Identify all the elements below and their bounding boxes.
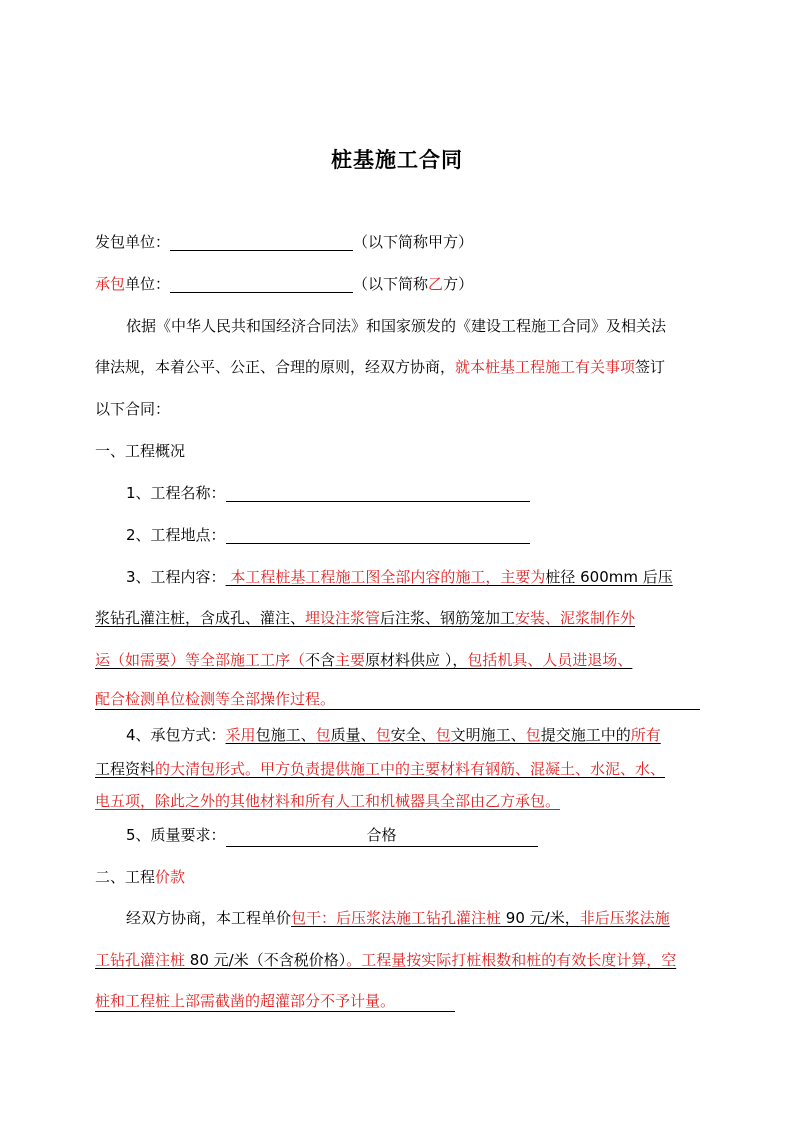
party-b-suffix-start: （以下简称 — [353, 275, 429, 293]
section2-heading-highlight: 价款 — [155, 868, 186, 886]
price-line-1 — [126, 907, 670, 929]
price-highlight: 包干：后压浆法施工钻孔灌注桩 — [291, 909, 502, 927]
item4-highlight: 包 — [525, 726, 541, 744]
item3-line-4 — [95, 688, 700, 710]
project-location-blank[interactable] — [226, 527, 530, 544]
item3-text: 不含 — [305, 651, 336, 669]
price-highlight: 非后压浆法施 — [579, 909, 670, 927]
item5-label: 5、质量要求： — [126, 826, 226, 844]
item3-text: 原材料供应 ）， — [365, 651, 468, 669]
party-a-blank[interactable] — [170, 234, 353, 251]
item1-label: 1、工程名称： — [126, 484, 226, 502]
item2-line — [126, 524, 530, 546]
intro-line-3: 以下合同： — [95, 400, 171, 418]
item4-highlight: 采用 — [225, 726, 256, 744]
item4-text: 工程资料 — [95, 760, 156, 778]
item4-highlight: 的大清包形式。甲方负责提供施工中的主要材料有钢筋、混凝土、水泥、水、 — [155, 760, 666, 778]
party-b-suffix-end: 方） — [443, 275, 474, 293]
price-highlight: 桩和工程桩上部需截凿的超灌部分不予计量。 — [95, 992, 396, 1010]
party-b-blank[interactable] — [170, 276, 353, 293]
item3-line-1 — [126, 566, 673, 588]
item4-text: 质量、 — [330, 726, 376, 744]
item3-text: 浆钻孔灌注桩，含成孔、灌注、 — [95, 609, 306, 627]
item3-text: 桩径 600mm 后压 — [545, 568, 673, 586]
item4-content — [95, 760, 665, 778]
section1-heading: 一、工程概况 — [95, 442, 186, 460]
item4-highlight: 所有 — [630, 726, 661, 744]
item3-text: 后注浆、钢筋笼加工 — [380, 609, 516, 627]
item3-highlight: 配合检测单位检测等全部操作过程。 — [95, 690, 336, 708]
project-name-blank[interactable] — [226, 485, 530, 502]
party-a-line — [95, 231, 473, 253]
party-b-suffix-highlight: 乙 — [428, 275, 444, 293]
item4-line-1 — [126, 724, 661, 746]
party-b-line — [95, 273, 473, 295]
item5-line — [126, 824, 538, 847]
item4-highlight: 包 — [375, 726, 391, 744]
item3-highlight: 包括机具、人员进退场、 — [467, 651, 633, 669]
item3-label: 3、工程内容： — [126, 568, 226, 586]
price-highlight: 工钻孔灌注桩 — [95, 951, 186, 969]
price-text: 90 元/米， — [501, 909, 580, 927]
item4-highlight: 电五项，除此之外的其他材料和所有人工和机械器具全部由乙方承包。 — [95, 792, 561, 810]
section2-heading-text: 二、工程 — [95, 868, 156, 886]
party-a-suffix: （以下简称甲方） — [353, 233, 474, 251]
intro-text: 签订 — [635, 358, 666, 376]
item3-content-end — [95, 689, 700, 710]
intro-text: 律法规，本着公平、公正、合理的原则，经双方协商， — [95, 358, 456, 376]
item3-highlight: 本工程桩基工程施工图全部内容的施工，主要为 — [230, 568, 546, 586]
item4-text: 安全、 — [390, 726, 436, 744]
item3-content — [226, 568, 673, 586]
item2-label: 2、工程地点： — [126, 526, 226, 544]
item4-content — [226, 726, 661, 744]
item4-text: 包施工、 — [255, 726, 316, 744]
item4-text: 文明施工、 — [450, 726, 526, 744]
item3-content — [95, 651, 632, 669]
quality-requirement-value: 合格 — [366, 826, 397, 844]
item3-line-2 — [95, 607, 635, 629]
price-content — [291, 909, 670, 927]
item3-highlight: 运（如需要）等全部施工工序（ — [95, 651, 306, 669]
price-highlight: 。工程量按实际打桩根数和桩的有效长度计算，空 — [346, 951, 677, 969]
party-b-label: 单位： — [125, 275, 171, 293]
price-text: 80 元/米（不含税价格） — [185, 951, 347, 969]
price-line-2 — [95, 949, 676, 971]
intro-line-1: 依据《中华人民共和国经济合同法》和国家颁发的《建设工程施工合同》及相关法 — [126, 317, 667, 335]
quality-requirement-field[interactable] — [226, 824, 538, 847]
item1-line — [126, 482, 530, 504]
party-a-label: 发包单位： — [95, 233, 171, 251]
section2-heading — [95, 866, 185, 888]
intro-line-2 — [95, 356, 665, 378]
price-text: 经双方协商，本工程单价 — [126, 909, 292, 927]
price-line-3 — [95, 990, 455, 1012]
item4-highlight: 包 — [435, 726, 451, 744]
item4-text: 提交施工中的 — [540, 726, 631, 744]
party-b-label-highlight: 承包 — [95, 275, 126, 293]
price-content-end — [95, 991, 455, 1012]
item4-line-3 — [95, 790, 560, 812]
item3-highlight: 主要 — [335, 651, 366, 669]
item3-highlight: 埋设注浆管 — [305, 609, 381, 627]
document-title: 桩基施工合同 — [331, 147, 463, 172]
item4-label: 4、承包方式： — [126, 726, 226, 744]
item3-content — [95, 609, 635, 627]
item3-line-3 — [95, 649, 632, 671]
item3-highlight: 安装、泥浆制作外 — [515, 609, 636, 627]
item4-line-2 — [95, 758, 665, 780]
item4-highlight: 包 — [315, 726, 331, 744]
price-content — [95, 951, 676, 969]
intro-highlight: 就本桩基工程施工有关事项 — [455, 358, 636, 376]
